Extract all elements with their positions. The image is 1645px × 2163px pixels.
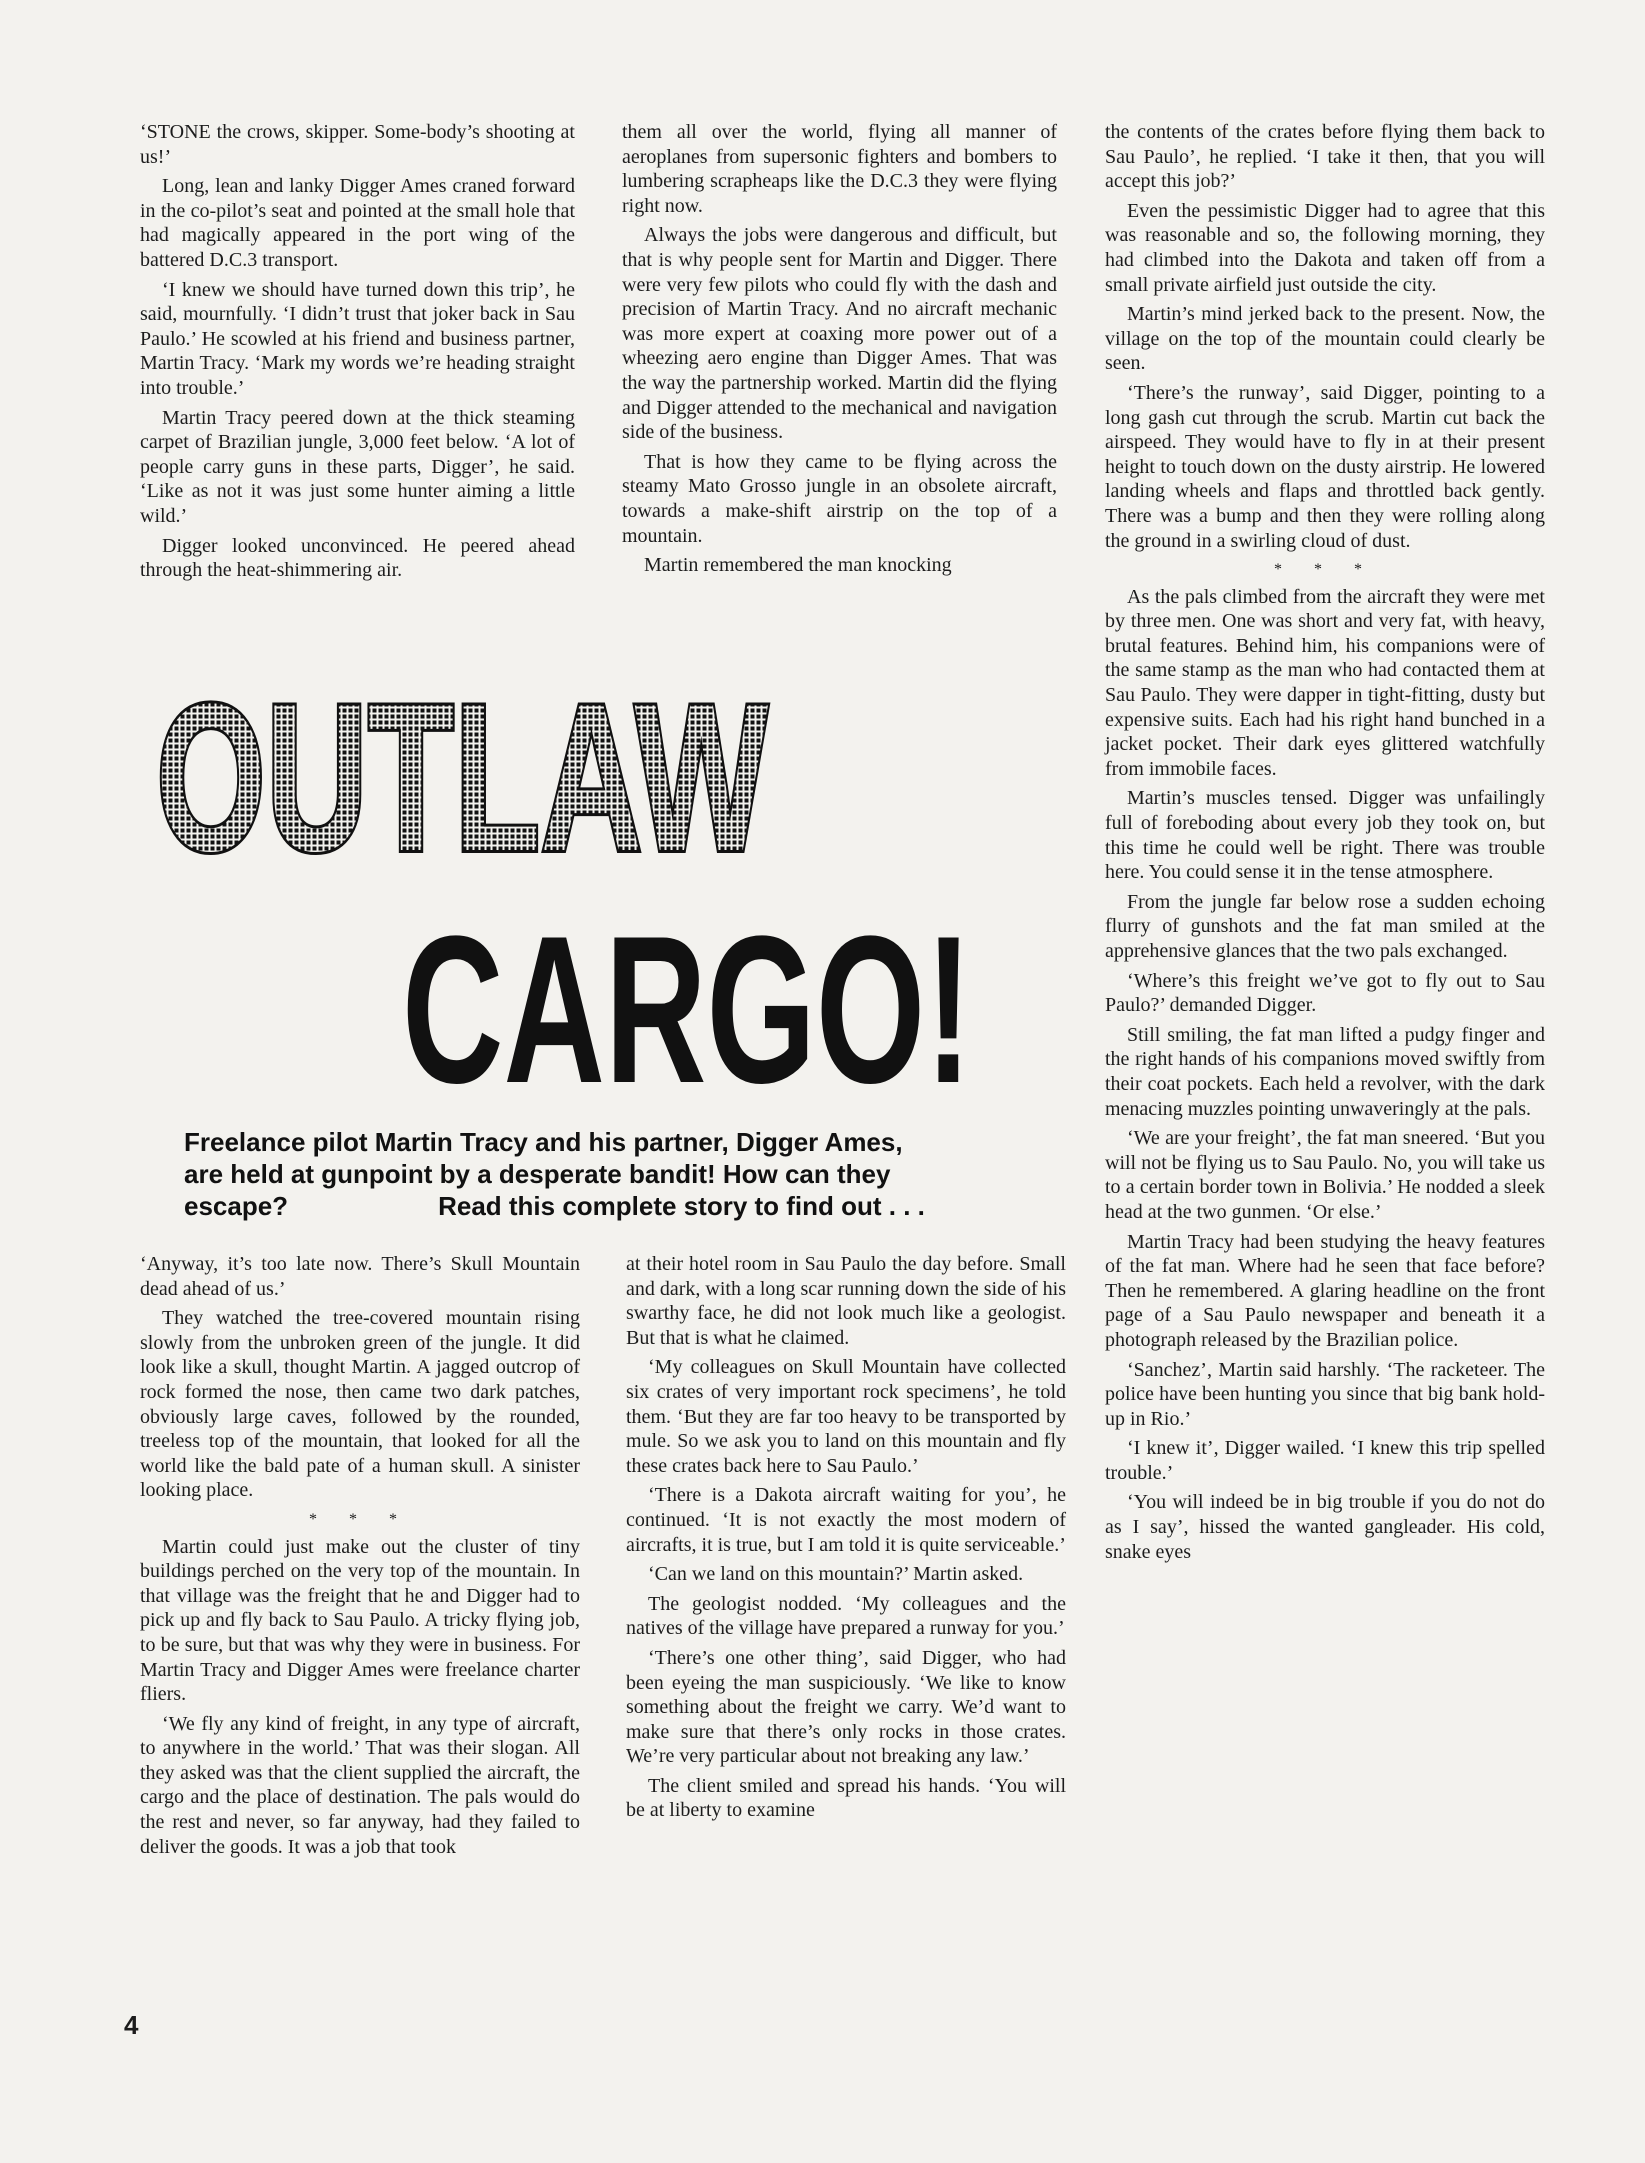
- paragraph: Martin Tracy peered down at the thick steaming carpet of Brazilian jungle, 3,000 feet below. ‘A lot of people carry guns in these parts, Digger’, he said. ‘Like as not it was just some hunter aiming a little wild.’: [140, 406, 575, 527]
- headline: [150, 672, 1090, 1112]
- paragraph: ‘Anyway, it’s too late now. There’s Skull Mountain dead ahead of us.’: [140, 1253, 580, 1300]
- paragraph: Digger looked unconvinced. He peered ahead through the heat-shimmering air.: [140, 534, 575, 582]
- paragraph: From the jungle far below rose a sudden echoing flurry of gunshots and the fat man smiled at the apprehensive glances that the two pals exchanged.: [1105, 890, 1545, 962]
- headline-art: [150, 672, 1090, 1112]
- paragraph: at their hotel room in Sau Paulo the day before. Small and dark, with a long scar running down the side of his swarthy face, he did not look much like a geologist. But that is what he claimed.: [626, 1253, 1066, 1349]
- paragraph: ‘There’s one other thing’, said Digger, who had been eyeing the man suspiciously. ‘We like to know something about the freight we carry. We’d want to make sure that there’s only rocks in those crates. We’re very particular about not breaking any law.’: [626, 1646, 1066, 1768]
- column-bottom-middle: [626, 1252, 1066, 1828]
- paragraph: The geologist nodded. ‘My colleagues and the natives of the village have prepared a runway for you.’: [626, 1592, 1066, 1640]
- paragraph: As the pals climbed from the aircraft they were met by three men. One was short and very fat, with heavy, brutal features. Behind him, his companions were of the same stamp as the man who had contacted them at Sau Paulo. They were dapper in tight-fitting, dusty but expensive suits. Each had his right hand bunched in a jacket pocket. Their dark eyes glittered watchfully from immobile faces.: [1105, 585, 1545, 780]
- paragraph: Martin could just make out the cluster of tiny buildings perched on the very top of the mountain. In that village was the freight that he and Digger had to pick up and fly back to Sau Paulo. A tricky flying job, to be sure, but that was why they were in business. For Martin Tracy and Digger Ames were freelance charter fliers.: [140, 1535, 580, 1706]
- standfirst-line: [184, 1190, 1064, 1222]
- paragraph: Martin Tracy had been studying the heavy features of the fat man. Where had he seen that face before? Then he remembered. A glaring headline on the front page of a Sau Paulo newspaper and beneath it a photograph released by the Brazilian police.: [1105, 1230, 1545, 1351]
- paragraph: The client smiled and spread his hands. ‘You will be at liberty to examine: [626, 1774, 1066, 1822]
- standfirst-question: escape?: [184, 1191, 289, 1221]
- standfirst-prompt: Read this complete story to find out . . .: [438, 1191, 925, 1221]
- paragraph: Martin’s muscles tensed. Digger was unfailingly full of foreboding about every job they took on, but this time he could well be right. There was trouble here. You could sense it in the tense atmosphere.: [1105, 787, 1545, 884]
- column-bottom-left: [140, 1252, 580, 1864]
- headline-line2: CARGO!: [402, 892, 972, 1112]
- paragraph: ‘There’s the runway’, said Digger, pointing to a long gash cut through the scrub. Martin cut back the airspeed. They would have to fly in at their present height to touch down on the dusty airstrip. He lowered landing wheels and flaps and throttled back gently. There was a bump and then they were rolling along the ground in a swirling cloud of dust.: [1105, 381, 1545, 552]
- paragraph: ‘Sanchez’, Martin said harshly. ‘The racketeer. The police have been hunting you since that big bank hold-up in Rio.’: [1105, 1358, 1545, 1430]
- paragraph: ‘My colleagues on Skull Mountain have collected six crates of very important rock specimens’, he told them. ‘But they are far too heavy to be transported by mule. So we ask you to land on this mountain and fly these crates back here to Sau Paulo.’: [626, 1356, 1066, 1477]
- paragraph: ‘I knew we should have turned down this trip’, he said, mournfully. ‘I didn’t trust that joker back in Sau Paulo.’ He scowled at his friend and business partner, Martin Tracy. ‘Mark my words we’re heading straight into trouble.’: [140, 278, 575, 399]
- section-break-stars: * * *: [1274, 561, 1376, 579]
- paragraph: Martin’s mind jerked back to the present. Now, the village on the top of the mountain could clearly be seen.: [1105, 303, 1545, 375]
- paragraph: the contents of the crates before flying them back to Sau Paulo’, he replied. ‘I take it then, that you will accept this job?’: [1105, 121, 1545, 193]
- paragraph: ‘We fly any kind of freight, in any type of aircraft, to anywhere in the world.’ That was their slogan. All they asked was that the client supplied the aircraft, the cargo and the place of destination. The pals would do the rest and never, so far anyway, had they failed to deliver the goods. It was a job that took: [140, 1712, 580, 1858]
- paragraph: ‘I knew it’, Digger wailed. ‘I knew this trip spelled trouble.’: [1105, 1437, 1545, 1484]
- section-break-stars: * * *: [309, 1510, 411, 1528]
- headline-line1: OUTLAW: [156, 672, 768, 895]
- paragraph: ‘We are your freight’, the fat man sneered. ‘But you will not be flying us to Sau Paulo. No, you will take us to a certain border town in Bolivia.’ He nodded a sleek head at the two gunmen. ‘Or else.’: [1105, 1127, 1545, 1223]
- paragraph: That is how they came to be flying across the steamy Mato Grosso jungle in an obsolete aircraft, towards a make-shift airstrip on the top of a mountain.: [622, 450, 1057, 547]
- paragraph: Still smiling, the fat man lifted a pudgy finger and the right hands of his companions moved swiftly from their coat pockets. Each held a revolver, with the dark menacing muzzles pointing unwaveringly at the pals.: [1105, 1023, 1545, 1120]
- column-top-middle: [622, 120, 1057, 583]
- paragraph: Even the pessimistic Digger had to agree that this was reasonable and so, the following morning, they had climbed into the Dakota and taken off from a small private airfield just outside the city.: [1105, 199, 1545, 296]
- page-number: 4: [124, 2010, 139, 2040]
- paragraph: Always the jobs were dangerous and difficult, but that is why people sent for Martin and Digger. There were very few pilots who could fly with the dash and precision of Martin Tracy. And no aircraft mechanic was more expert at coaxing more power out of a wheezing aero engine than Digger Ames. That was the way the partnership worked. Martin did the flying and Digger attended to the mechanical and navigation side of the business.: [622, 224, 1057, 444]
- paragraph: them all over the world, flying all manner of aeroplanes from supersonic fighters and bombers to lumbering scrapheaps like the D.C.3 they were flying right now.: [622, 121, 1057, 217]
- paragraph: Long, lean and lanky Digger Ames craned forward in the co-pilot’s seat and pointed at the small hole that had magically appeared in the port wing of the battered D.C.3 transport.: [140, 175, 575, 271]
- paragraph: ‘STONE the crows, skipper. Some-body’s shooting at us!’: [140, 121, 575, 168]
- paragraph: ‘You will indeed be in big trouble if you do not do as I say’, hissed the wanted gangleader. His cold, snake eyes: [1105, 1491, 1545, 1563]
- paragraph: ‘Can we land on this mountain?’ Martin asked.: [648, 1563, 1024, 1586]
- paragraph: Martin remembered the man knocking: [644, 554, 952, 577]
- paragraph: ‘There is a Dakota aircraft waiting for you’, he continued. ‘It is not exactly the most modern of aircrafts, it is true, but I am told it is quite serviceable.’: [626, 1484, 1066, 1556]
- paragraph: They watched the tree-covered mountain rising slowly from the unbroken green of the jungle. It did look like a skull, thought Martin. A jagged outcrop of rock formed the nose, then came two dark patches, obviously large caves, followed by the rounded, treeless top of the mountain, that looked for all the world like the bald pate of a human skull. A sinister looking place.: [140, 1307, 580, 1502]
- standfirst-line: Freelance pilot Martin Tracy and his partner, Digger Ames,: [184, 1127, 903, 1157]
- standfirst: [184, 1126, 1064, 1222]
- column-right: [1105, 120, 1545, 1569]
- column-top-left: [140, 120, 575, 588]
- standfirst-line: are held at gunpoint by a desperate bandit! How can they: [184, 1159, 891, 1189]
- paragraph: ‘Where’s this freight we’ve got to fly out to Sau Paulo?’ demanded Digger.: [1105, 969, 1545, 1017]
